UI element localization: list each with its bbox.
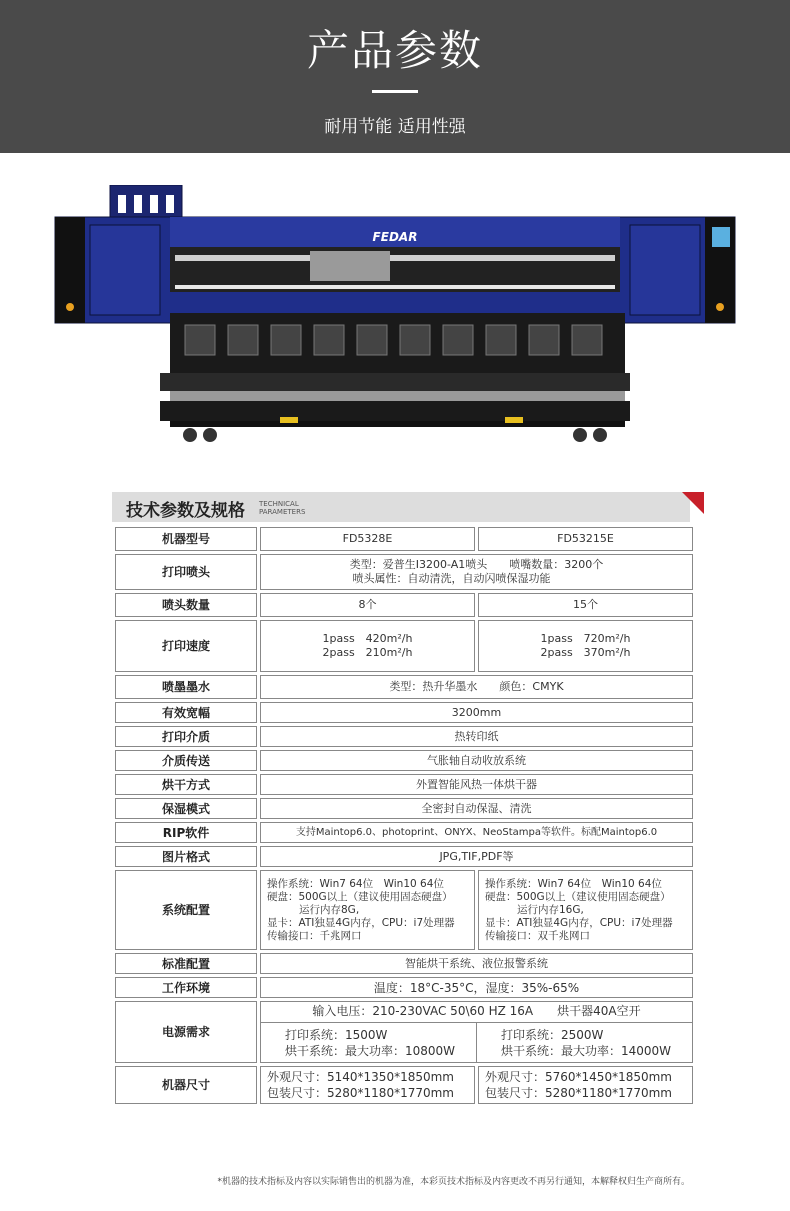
cell-value: 支持Maintop6.0、photoprint、ONYX、NeoStampa等软件。标配Maintop6.0 — [260, 822, 693, 843]
row-label: 系统配置 — [115, 870, 257, 950]
spec-section — [98, 488, 690, 1188]
cell-value — [260, 1001, 693, 1063]
row-label: 机器尺寸 — [115, 1066, 257, 1104]
row-label: RIP软件 — [115, 822, 257, 843]
table-row — [115, 750, 693, 771]
header-banner — [0, 0, 790, 153]
red-corner-tab — [682, 492, 704, 514]
spec-table — [112, 524, 696, 1107]
table-row — [115, 870, 693, 950]
table-row — [115, 675, 693, 699]
cell-value: 全密封自动保湿、清洗 — [260, 798, 693, 819]
row-label: 打印介质 — [115, 726, 257, 747]
table-row — [115, 702, 693, 723]
title-divider — [372, 90, 418, 93]
table-row — [115, 977, 693, 998]
table-row — [115, 554, 693, 590]
cell-value: 1pass 720m²/h 2pass 370m²/h — [478, 620, 693, 672]
cell-value: 智能烘干系统、液位报警系统 — [260, 953, 693, 974]
table-row — [115, 798, 693, 819]
table-row — [115, 527, 693, 551]
cell-value: FD5328E — [260, 527, 475, 551]
footnote: *机器的技术指标及内容以实际销售出的机器为准，本彩页技术指标及内容更改不再另行通知，本解释权归生产商所有。 — [217, 1177, 690, 1187]
spec-header — [112, 492, 690, 522]
row-label: 喷头数量 — [115, 593, 257, 617]
cell-value: 外观尺寸：5760*1450*1850mm 包装尺寸：5280*1180*1770mm — [478, 1066, 693, 1104]
row-label: 工作环境 — [115, 977, 257, 998]
table-row — [115, 1066, 693, 1104]
cell-value: 温度：18°C-35°C，湿度：35%-65% — [260, 977, 693, 998]
cell-value: JPG,TIF,PDF等 — [260, 846, 693, 867]
row-label: 喷墨墨水 — [115, 675, 257, 699]
cell-value: 3200mm — [260, 702, 693, 723]
table-row — [115, 774, 693, 795]
power-b: 打印系统：2500W 烘干系统：最大功率：14000W — [476, 1023, 692, 1062]
table-row — [115, 1001, 693, 1063]
brand-logo: FEDAR — [372, 230, 418, 244]
cell-value: 操作系统：Win7 64位 Win10 64位 硬盘：500G以上（建议使用固态硬盘） 运行内存8G, 显卡：ATI独显4G内存，CPU：i7处理器 传输接口：千兆网口 — [260, 870, 475, 950]
table-row — [115, 593, 693, 617]
row-label: 打印速度 — [115, 620, 257, 672]
power-a: 打印系统：1500W 烘干系统：最大功率：10800W — [285, 1028, 456, 1058]
table-row — [115, 953, 693, 974]
spec-title: 技术参数及规格 — [126, 501, 245, 521]
table-row — [115, 822, 693, 843]
row-label: 保湿模式 — [115, 798, 257, 819]
page-subtitle: 耐用节能 适用性强 — [324, 117, 466, 137]
cell-value: 1pass 420m²/h 2pass 210m²/h — [260, 620, 475, 672]
page-title: 产品参数 — [306, 26, 483, 75]
cell-value: 外置智能风热一体烘干器 — [260, 774, 693, 795]
cell-value: 操作系统：Win7 64位 Win10 64位 硬盘：500G以上（建议使用固态硬盘） 运行内存16G, 显卡：ATI独显4G内存，CPU：i7处理器 传输接口：双千兆网口 — [478, 870, 693, 950]
cell-value: 类型：热升华墨水 颜色：CMYK — [260, 675, 693, 699]
row-label: 机器型号 — [115, 527, 257, 551]
row-label: 打印喷头 — [115, 554, 257, 590]
cell-value: 类型：爱普生I3200-A1喷头 喷嘴数量：3200个 喷头属性：自动清洗，自动闪喷保湿功能 — [260, 554, 693, 590]
cell-value: 气胀轴自动收放系统 — [260, 750, 693, 771]
printer-image — [50, 185, 740, 450]
table-row — [115, 846, 693, 867]
power-input: 输入电压：210-230VAC 50\60 HZ 16A 烘干器40A空开 — [261, 1002, 692, 1023]
row-label: 电源需求 — [115, 1001, 257, 1063]
cell-value: 8个 — [260, 593, 475, 617]
cell-value: 15个 — [478, 593, 693, 617]
table-row — [115, 620, 693, 672]
table-row — [115, 726, 693, 747]
cell-value: FD53215E — [478, 527, 693, 551]
cell-value: 热转印纸 — [260, 726, 693, 747]
row-label: 图片格式 — [115, 846, 257, 867]
row-label: 烘干方式 — [115, 774, 257, 795]
row-label: 标准配置 — [115, 953, 257, 974]
spec-title-en: TECHNICAL PARAMETERS — [259, 500, 306, 516]
row-label: 介质传送 — [115, 750, 257, 771]
cell-value: 外观尺寸：5140*1350*1850mm 包装尺寸：5280*1180*1770mm — [260, 1066, 475, 1104]
row-label: 有效宽幅 — [115, 702, 257, 723]
